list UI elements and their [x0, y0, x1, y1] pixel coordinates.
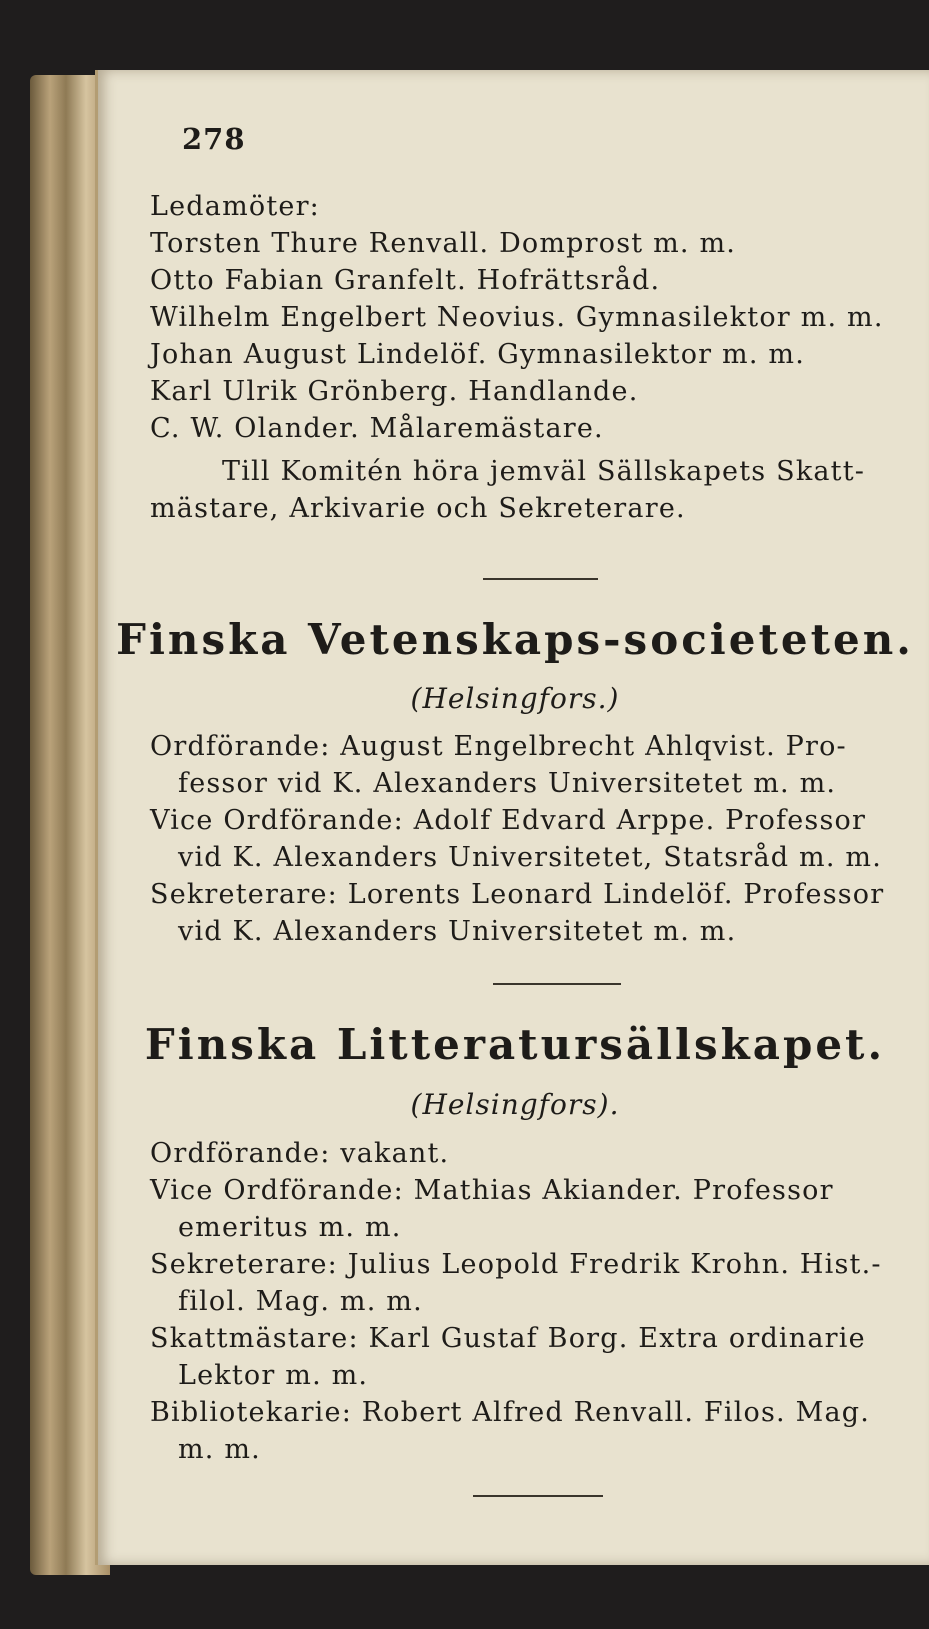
member-line: Otto Fabian Granfelt. Hofrättsråd.: [150, 265, 661, 296]
member-line: Wilhelm Engelbert Neovius. Gymnasilektor m. m.: [150, 302, 884, 333]
section-divider: [493, 983, 621, 985]
officer-line: filol. Mag. m. m.: [178, 1286, 423, 1317]
section-divider: [483, 578, 598, 580]
section-divider: [473, 1495, 603, 1497]
officer-line: Ordförande: August Engelbrecht Ahlqvist. Pro-: [150, 731, 847, 762]
member-line: C. W. Olander. Målaremästare.: [150, 413, 604, 444]
member-line: Torsten Thure Renvall. Domprost m. m.: [150, 228, 737, 259]
officer-line: Skattmästare: Karl Gustaf Borg. Extra ordinarie: [150, 1323, 866, 1354]
society-title: Finska Vetenskaps-societeten.: [116, 615, 914, 664]
member-line: Johan August Lindelöf. Gymnasilektor m. m.: [150, 339, 806, 370]
officer-line: m. m.: [178, 1434, 261, 1465]
officer-line: Vice Ordförande: Mathias Akiander. Professor: [150, 1175, 834, 1206]
officer-line: Ordförande: vakant.: [150, 1138, 450, 1169]
officer-line: emeritus m. m.: [178, 1212, 402, 1243]
members-header: Ledamöter:: [150, 191, 320, 222]
society-title: Finska Litteratursällskapet.: [144, 1020, 886, 1069]
society-city: (Helsingfors).: [410, 1088, 620, 1121]
book-page: [95, 70, 929, 1565]
officer-line: fessor vid K. Alexanders Universitetet m. m.: [178, 768, 837, 799]
officer-line: vid K. Alexanders Universitetet m. m.: [178, 916, 737, 947]
member-line: Karl Ulrik Grönberg. Handlande.: [150, 376, 639, 407]
society-1-officers: [150, 728, 920, 950]
officer-line: Lektor m. m.: [178, 1360, 369, 1391]
society-2-officers: [150, 1135, 920, 1468]
officer-line: Bibliotekarie: Robert Alfred Renvall. Filos. Mag.: [150, 1397, 871, 1428]
note-line: Till Komitén höra jemväl Sällskapets Skatt-: [222, 456, 866, 487]
officer-line: Sekreterare: Lorents Leonard Lindelöf. Professor: [150, 879, 885, 910]
officer-line: Sekreterare: Julius Leopold Fredrik Krohn. Hist.-: [150, 1249, 882, 1280]
society-city: (Helsingfors.): [410, 682, 620, 715]
note-line: mästare, Arkivarie och Sekreterare.: [150, 493, 686, 524]
officer-line: Vice Ordförande: Adolf Edvard Arppe. Professor: [150, 805, 867, 836]
members-section: [150, 188, 920, 527]
page-number: 278: [182, 122, 246, 156]
officer-line: vid K. Alexanders Universitetet, Statsråd m. m.: [178, 842, 882, 873]
